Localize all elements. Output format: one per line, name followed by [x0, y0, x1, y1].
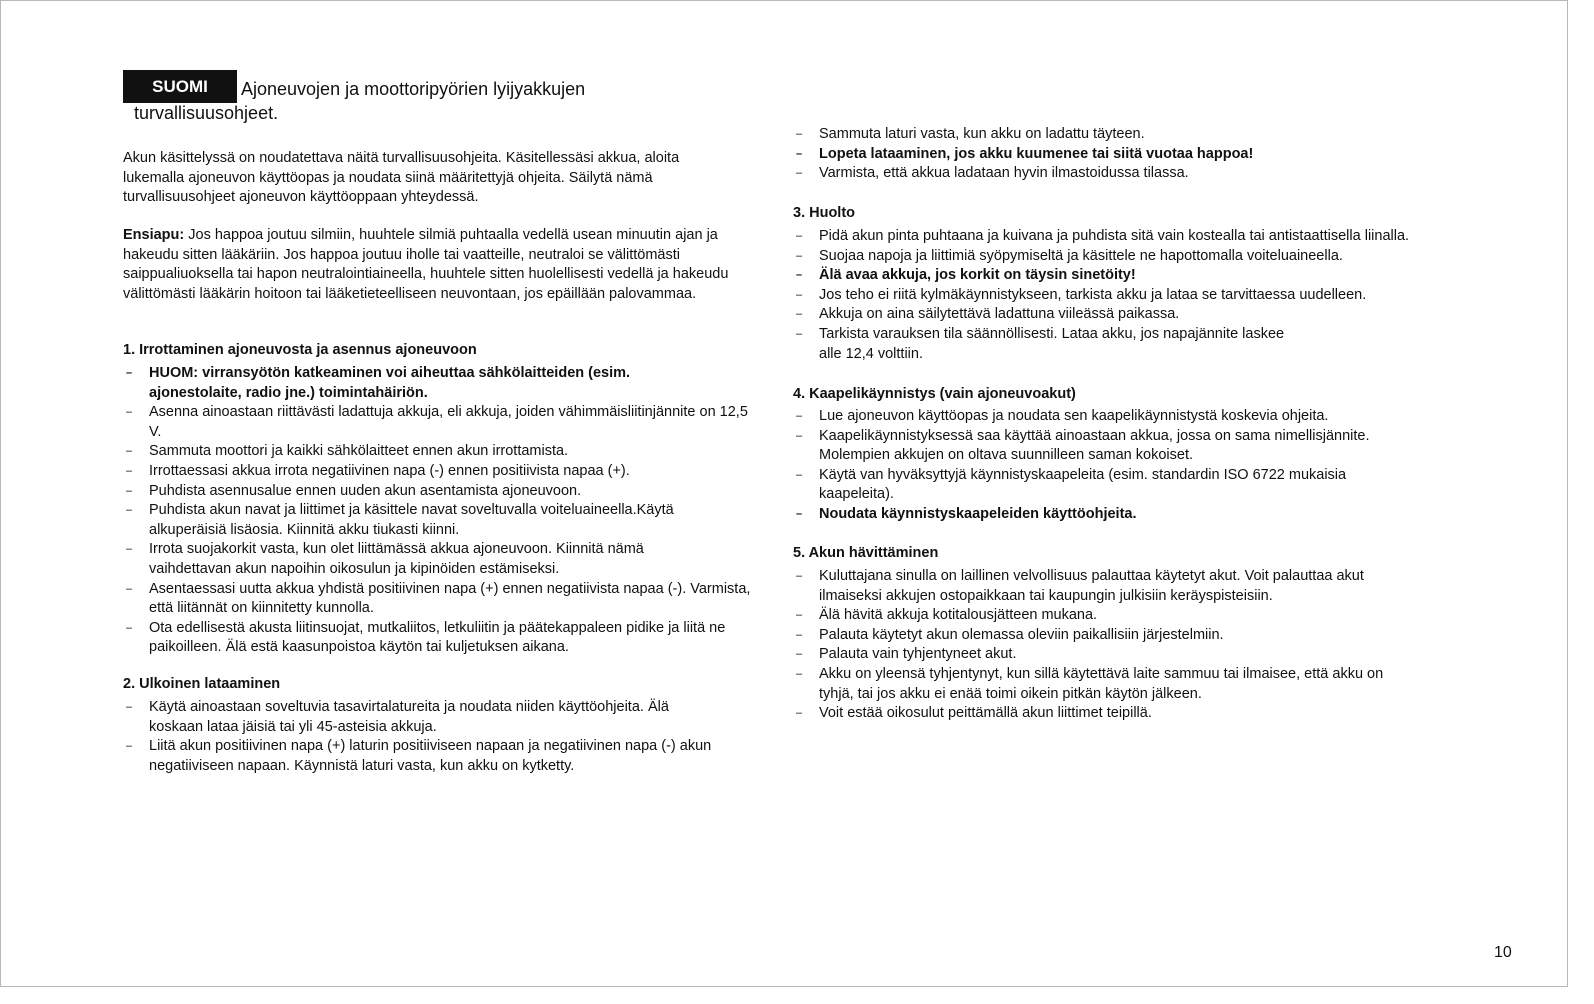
- list-item: – Irrota suojakorkit vasta, kun olet liittämässä akkua ajoneuvoon. Kiinnitä nämä vaihdettavan akun napoihin oikosulun ja kipinöiden estämiseksi.: [123, 540, 709, 579]
- list-item: – Älä avaa akkuja, jos korkit on täysin sinetöity!: [793, 266, 1483, 286]
- section-2-heading: 2. Ulkoinen lataaminen: [123, 676, 281, 692]
- first-aid-paragraph: [123, 226, 771, 304]
- document-title-line2: turvallisuusohjeet.: [134, 103, 279, 123]
- list-item: – Kuluttajana sinulla on laillinen velvollisuus palauttaa käytetyt akut. Voit palauttaa akut ilmaiseksi akkujen ostopaikkaan tai kaupungin julkisiin keräyspisteisiin.: [793, 567, 1419, 606]
- list-item: – Tarkista varauksen tila säännöllisesti. Lataa akku, jos napajännite laskee alle 12,4 volttiin.: [793, 325, 1299, 364]
- list-item: – Asentaessasi uutta akkua yhdistä positiivinen napa (+) ennen negatiivista napaa (-). Varmista, että liitännät on kiinnitetty kunnolla.: [123, 580, 763, 619]
- list-item: – Ota edellisestä akusta liitinsuojat, mutkaliitos, letkuliitin ja päätekappaleen pidike ja liitä ne paikoilleen. Älä estä kaasunpoistoa käytön tai kuljetuksen aikana.: [123, 619, 763, 658]
- section-5-list: [793, 567, 1443, 724]
- list-item: – Akkuja on aina säilytettävä ladattuna viileässä paikassa.: [793, 305, 1483, 325]
- list-item: – Palauta käytetyt akun olemassa oleviin paikallisiin järjestelmiin.: [793, 626, 1443, 646]
- list-item: – HUOM: virransyötön katkeaminen voi aiheuttaa sähkölaitteiden (esim. ajonestolaite, radio jne.) toimintahäiriön.: [123, 364, 699, 403]
- list-item: – Lopeta lataaminen, jos akku kuumenee tai siitä vuotaa happoa!: [793, 145, 1473, 165]
- language-badge: SUOMI: [123, 70, 237, 103]
- list-item: – Palauta vain tyhjentyneet akut.: [793, 645, 1443, 665]
- list-item: – Pidä akun pinta puhtaana ja kuivana ja puhdista sitä vain kostealla tai antistaattisella liinalla.: [793, 227, 1483, 247]
- document-header: [123, 70, 723, 124]
- list-item: – Liitä akun positiivinen napa (+) laturin positiiviseen napaan ja negatiivinen napa (-) akun negatiiviseen napaan. Käynnistä laturi vasta, kun akku on kytketty.: [123, 737, 763, 776]
- list-item: – Puhdista asennusalue ennen uuden akun asentamista ajoneuvoon.: [123, 482, 763, 502]
- section-4-heading: 4. Kaapelikäynnistys (vain ajoneuvoakut): [793, 386, 1076, 402]
- section-1-heading: 1. Irrottaminen ajoneuvosta ja asennus ajoneuvoon: [123, 342, 477, 358]
- list-item: – Varmista, että akkua ladataan hyvin ilmastoidussa tilassa.: [793, 164, 1473, 184]
- section-4-list: [793, 407, 1443, 525]
- list-item: – Sammuta moottori ja kaikki sähkölaitteet ennen akun irrottamista.: [123, 442, 763, 462]
- list-item: – Sammuta laturi vasta, kun akku on ladattu täyteen.: [793, 125, 1473, 145]
- list-item: – Lue ajoneuvon käyttöopas ja noudata sen kaapelikäynnistystä koskevia ohjeita.: [793, 407, 1443, 427]
- section-2-continued-list: [793, 125, 1473, 184]
- list-item: – Kaapelikäynnistyksessä saa käyttää ainoastaan akkua, jossa on sama nimellisjännite. Molempien akkujen on oltava suunnilleen saman kokoiset.: [793, 427, 1419, 466]
- list-item: – Asenna ainoastaan riittävästi ladattuja akkuja, eli akkuja, joiden vähimmäisliitinjännite on 12,5 V.: [123, 403, 763, 442]
- first-aid-label: Ensiapu:: [123, 227, 185, 243]
- list-item: – Irrottaessasi akkua irrota negatiivinen napa (-) ennen positiivista napaa (+).: [123, 462, 763, 482]
- page-number: 10: [1494, 944, 1512, 961]
- section-3-list: [793, 227, 1483, 364]
- list-item: – Akku on yleensä tyhjentynyt, kun sillä käytettävä laite sammuu tai ilmaisee, että akku on tyhjä, tai jos akku ei enää toimi oikein pitkän käytön jälkeen.: [793, 665, 1419, 704]
- first-aid-text: Jos happoa joutuu silmiin, huuhtele silmiä puhtaalla vedellä usean minuutin ajan ja hakeudu sitten lääkäriin. Jos happoa joutuu iholle tai vaatteille, neutraloi se välittömästi saippualiuoksella tai hapon neutralointiaineella, huuhtele sitten huolellisesti vedellä ja hakeudu välittömästi lääkärin hoitoon tai lääketieteelliseen neuvontaan, jos epäillään palovammaa.: [123, 227, 729, 302]
- section-3-heading: 3. Huolto: [793, 205, 856, 221]
- list-item: – Jos teho ei riitä kylmäkäynnistykseen, tarkista akku ja lataa se tarvittaessa uudelleen.: [793, 286, 1483, 306]
- list-item: – Voit estää oikosulut peittämällä akun liittimet teipillä.: [793, 704, 1443, 724]
- section-5-heading: 5. Akun hävittäminen: [793, 545, 939, 561]
- section-2-list: [123, 698, 763, 776]
- list-item: – Käytä van hyväksyttyjä käynnistyskaapeleita (esim. standardin ISO 6722 mukaisia kaapeleita).: [793, 466, 1409, 505]
- list-item: – Käytä ainoastaan soveltuvia tasavirtalatureita ja noudata niiden käyttöohjeita. Älä koskaan lataa jäisiä tai yli 45-asteisia akkuja.: [123, 698, 709, 737]
- list-item: – Noudata käynnistyskaapeleiden käyttöohjeita.: [793, 505, 1443, 525]
- list-item: – Puhdista akun navat ja liittimet ja käsittele navat soveltuvalla voiteluaineella.Käytä alkuperäisiä lisäosia. Kiinnitä akku tiukasti kiinni.: [123, 501, 719, 540]
- list-item: – Suojaa napoja ja liittimiä syöpymiseltä ja käsittele ne hapottomalla voiteluaineella.: [793, 247, 1483, 267]
- document-title-line1: Ajoneuvojen ja moottoripyörien lyijyakkujen: [241, 79, 586, 99]
- intro-paragraph: Akun käsittelyssä on noudatettava näitä turvallisuusohjeita. Käsitellessäsi akkua, aloita lukemalla ajoneuvon käyttöopas ja noudata siinä määritettyjä ohjeita. Säilytä nämä turvallisuusohjeet ajoneuvon käyttöoppaan yhteydessä.: [123, 150, 680, 206]
- list-item: – Älä hävitä akkuja kotitalousjätteen mukana.: [793, 606, 1443, 626]
- section-1-list: [123, 364, 763, 658]
